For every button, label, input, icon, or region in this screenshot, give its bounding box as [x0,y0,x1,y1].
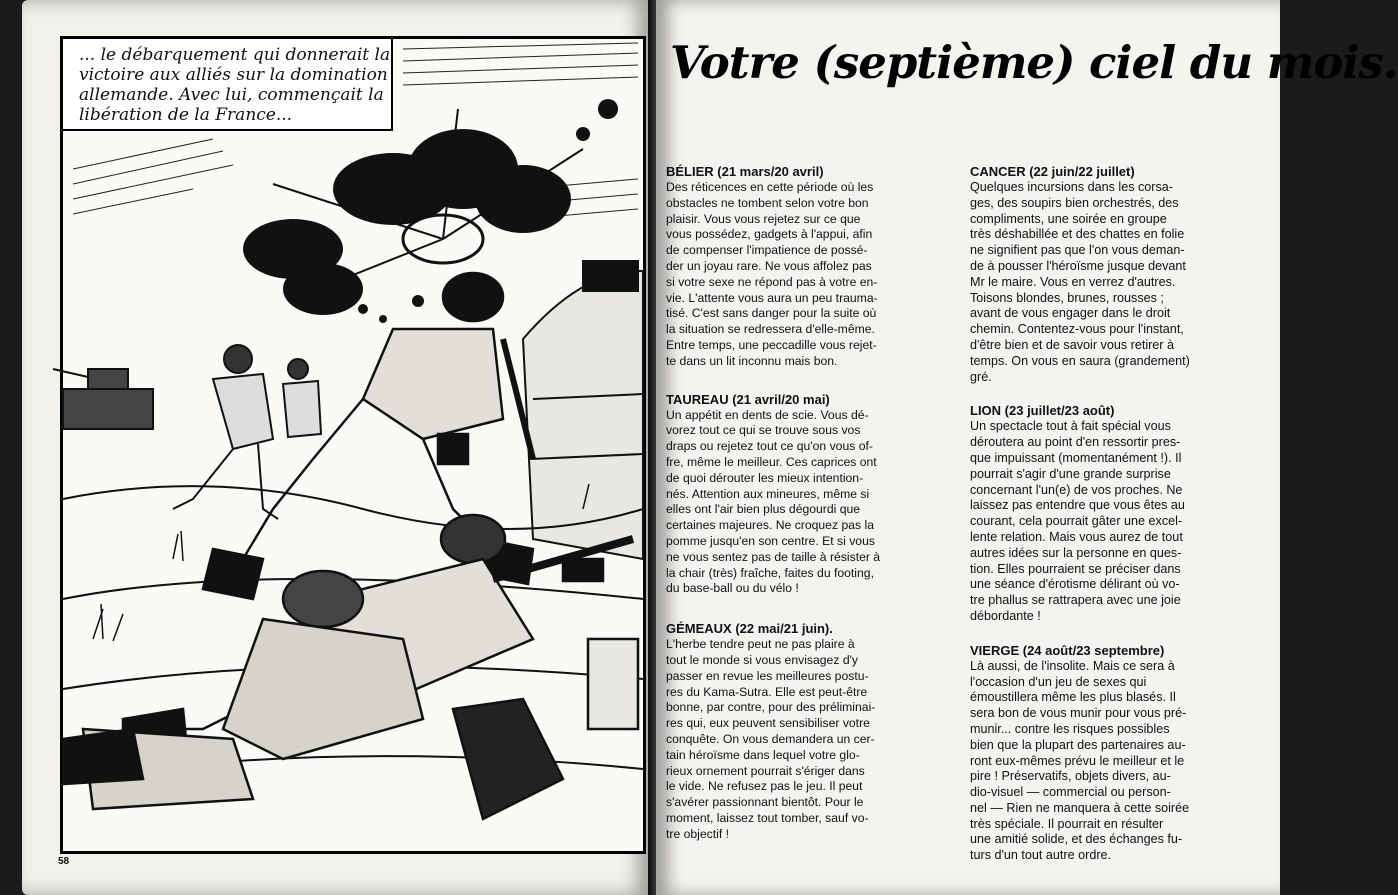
text-line: der un joyau rare. Ne vous affolez pas [666,258,872,273]
text-line: passer en revue les meilleures postu- [666,668,869,683]
text-line: chemin. Contentez-vous pour l'instant, [970,322,1184,337]
horoscope-lion [970,403,1254,624]
text-line: Quelques incursions dans les corsa- [970,180,1174,194]
text-line: temps. On vous en saura (grandement) [970,353,1190,368]
text-line: draps ou rejetez tout ce qu'on vous of- [666,439,873,454]
text-line: ront eux-mêmes prévu le meilleur et le [970,753,1185,768]
text-line: de à pousser l'héroïsme jusque devant [970,258,1186,273]
text-line: Un appétit en dents de scie. Vous dé- [666,407,869,422]
caption-line: allemande. Avec lui, commençait la [79,85,384,105]
text-line: très déshabillée et des chattes en folie [970,227,1185,242]
text-line: tre objectif ! [666,826,729,841]
text-line: turs d'un tout autre ordre. [970,848,1112,863]
text-line: Toisons blondes, brunes, rousses ; [970,290,1164,305]
text-line: pire ! Préservatifs, objets divers, au- [970,769,1171,784]
explosion-smoke [243,99,618,323]
text-line: certaines majeures. Ne croquez pas la [666,518,874,533]
sign-text [970,659,1254,864]
text-line: de compenser l'impatience de possé- [666,243,868,258]
text-line: ne vous sentez pas de taille à résister à [666,549,881,564]
text-line: lente relation. Mais vous aurez de tout [970,529,1183,544]
text-line: tion. Elles pourraient se préciser dans [970,561,1181,576]
column-left [666,164,950,858]
text-line: nés. Attention aux mineures, même si [666,486,870,501]
text-line: autres idées sur la personne en ques- [970,545,1182,560]
text-line: laissez pas entendre que vous êtes au [970,498,1185,513]
sign-heading: CANCER (22 juin/22 juillet) [970,164,1135,179]
sign-heading: TAUREAU (21 avril/20 mai) [666,391,830,407]
horoscope-belier [666,164,950,370]
text-line: tre phallus se rattrapera avec une joie [970,593,1181,608]
horoscope-gemeaux [666,621,950,842]
sign-text [970,180,1254,385]
text-line: Entre temps, une peccadille vous rejet- [666,337,877,352]
text-line: de quoi dérouter les mieux intention- [666,470,864,485]
horoscope-vierge [970,643,1254,864]
text-line: elles ont l'air bien plus dégourdi que [666,502,861,517]
text-line: pomme jusqu'en son centre. Et si vous [666,533,875,548]
text-line: pourrait s'agir d'une grande surprise [970,466,1171,481]
text-line: la chair (très) fraîche, faites du footing, [666,565,874,580]
text-line: gré. [970,369,992,384]
text-line: nel — Rien ne manquera à cette soirée [970,800,1190,815]
text-line: te dans un lit inconnu mais bon. [666,353,838,368]
right-page [656,0,1398,895]
text-line: res du Kama-Sutra. Elle est peut-être [666,684,868,699]
text-line: courant, cela pourrait gâter une excel- [970,514,1183,529]
text-line: concernant l'un(e) de vos proches. Ne [970,482,1183,497]
column-right [970,164,1254,882]
text-line: ne signifient pas que l'on vous deman- [970,243,1185,258]
sign-heading: LION (23 juillet/23 août) [970,403,1115,419]
text-line: vorez tout ce qui se trouve sous vos [666,423,861,438]
tank [53,369,153,429]
text-line: que impuissant (momentanément !). Il [970,450,1182,465]
text-line: une amitié solide, et des échanges fu- [970,832,1183,847]
text-line: bonne, par contre, pour des préliminai- [666,700,876,715]
text-line: moment, laissez tout tomber, sauf vo- [666,810,869,825]
text-line: sera bon de vous munir pour vous pré- [970,706,1187,721]
text-line: rieux ornement pourrait s'ériger dans [666,763,865,778]
text-line: une séance d'érotisme délirant où vo- [970,577,1180,592]
page-title: Votre (septième) ciel du mois. [670,36,1398,89]
text-line: du base-ball ou du vélo ! [666,581,799,596]
sign-text [666,180,950,370]
text-line: vie. L'attente vous aura un peu trauma- [666,290,878,305]
text-line: compliments, une soirée en groupe [970,211,1167,226]
text-line: munir... contre les risques possibles [970,721,1170,736]
text-line: tain héroïsme dans lequel votre glo- [666,747,860,762]
text-line: Des réticences en cette période où les [666,180,874,194]
text-line: le vide. Ne refusez pas le jeu. Il peut [666,779,863,794]
horoscope-cancer [970,164,1254,385]
text-line: Mr le maire. Vous en verrez d'autres. [970,274,1176,289]
text-line: tout le monde si vous envisagez d'y [666,652,859,667]
text-line: très spéciale. Il pourrait en résulter [970,816,1164,831]
background-soldiers [173,345,321,519]
text-line: ges, des soupirs bien orchestrés, des [970,195,1179,210]
comic-illustration [63,39,643,851]
text-line: d'être bien et de savoir vous retirer à [970,337,1175,352]
text-line: vous possédez, gadgets à l'appui, afin [666,227,873,242]
sign-text [666,408,950,598]
caption-line: ... le débarquement qui donnerait la [79,45,391,65]
text-line: fre, même le meilleur. Ces caprices ont [666,454,877,469]
sign-text [970,419,1254,624]
page-number: 58 [58,856,70,867]
text-line: la situation se redressera d'elle-même. [666,322,875,337]
text-line: plaisir. Vous vous rejetez sur ce que [666,211,861,226]
text-line: si votre sexe ne répond pas à votre en- [666,274,878,289]
text-line: avant de vous engager dans le droit [970,306,1171,321]
text-line: res qui, eux peuvent sensibiliser votre [666,716,870,731]
text-line: Un spectacle tout à fait spécial vous [970,419,1171,434]
sign-heading: GÉMEAUX (22 mai/21 juin). [666,621,833,637]
horoscope-taureau [666,392,950,598]
text-line: l'occasion d'un jeu de sexes qui [970,674,1147,689]
text-line: dio-visuel — commercial ou person- [970,785,1171,800]
caption-line: victoire aux alliés sur la domination [79,65,388,85]
text-line: bien que la plupart des partenaires au- [970,737,1186,752]
text-line: débordante ! [970,608,1041,623]
text-line: déroutera au point d'en ressortir pres- [970,435,1181,450]
text-line: s'avérer passionnant bientôt. Pour le [666,795,864,810]
sign-text [666,637,950,842]
narration-caption [63,39,393,131]
comic-panel [60,36,646,854]
text-line: tisé. C'est sans danger pour la suite où [666,306,877,321]
lying-soldier [63,571,638,819]
text-line: émoustillera même les plus blasés. Il [970,690,1176,705]
text-line: Là aussi, de l'insolite. Mais ce sera à [970,658,1175,673]
caption-line: libération de la France... [79,105,293,125]
sign-heading: BÉLIER (21 mars/20 avril) [666,164,824,179]
sign-heading: VIERGE (24 août/23 septembre) [970,642,1165,658]
text-line: L'herbe tendre peut ne pas plaire à [666,637,855,652]
text-line: conquête. On vous demandera un cer- [666,731,875,746]
text-line: obstacles ne tombent selon votre bon [666,195,869,210]
left-page [22,0,648,895]
